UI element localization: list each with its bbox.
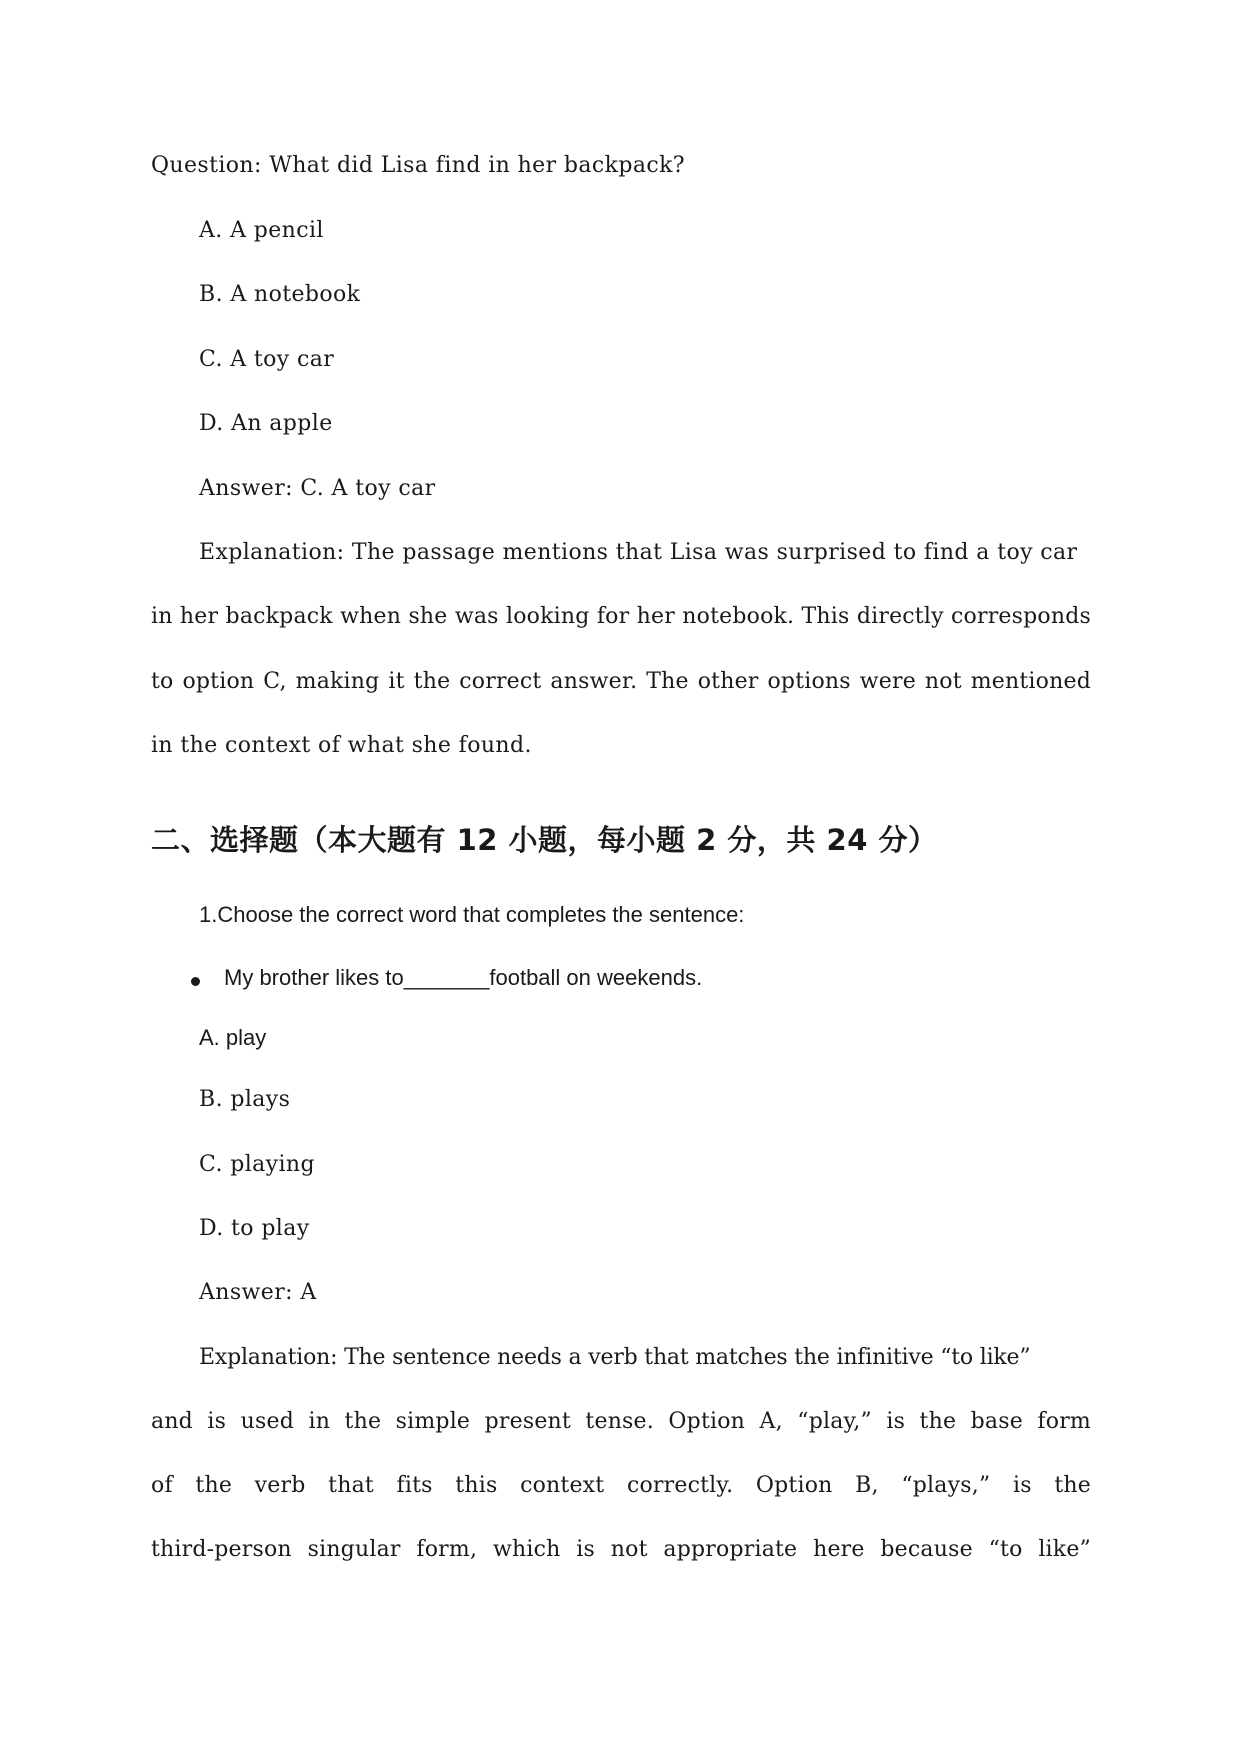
q1-explanation-line-3: of the verb that fits this context correctly. Option B, “plays,” is the: [151, 1473, 1091, 1498]
q1-sentence: My brother likes to_______football on weekends.: [224, 965, 703, 990]
section-heading: 二、选择题（本大题有 12 小题，每小题 2 分，共 24 分）: [151, 823, 938, 857]
explanation-line-1: Explanation: The passage mentions that Lisa was surprised to find a toy car: [199, 540, 1078, 565]
bullet-icon: [191, 977, 200, 986]
q1-prompt: 1.Choose the correct word that completes the sentence:: [199, 902, 745, 927]
option-d: D. An apple: [199, 411, 333, 436]
q1-explanation-line-4: third-person singular form, which is not appropriate here because “to like”: [151, 1537, 1091, 1562]
option-a: A. A pencil: [199, 218, 324, 243]
explanation-line-3: to option C, making it the correct answer. The other options were not mentioned: [151, 669, 1091, 694]
question-text: Question: What did Lisa find in her backpack?: [151, 153, 686, 178]
option-c: C. A toy car: [199, 347, 335, 372]
q1-option-d: D. to play: [199, 1216, 310, 1241]
q1-explanation-line-1: Explanation: The sentence needs a verb that matches the infinitive “to like”: [199, 1345, 1031, 1370]
q1-explanation-line-2: and is used in the simple present tense. Option A, “play,” is the base form: [151, 1409, 1091, 1434]
explanation-line-4: in the context of what she found.: [151, 733, 532, 758]
q1-option-c: C. playing: [199, 1152, 315, 1177]
explanation-line-2: in her backpack when she was looking for her notebook. This directly corresponds: [151, 604, 1091, 629]
q1-option-b: B. plays: [199, 1087, 291, 1112]
q1-answer: Answer: A: [199, 1280, 317, 1305]
option-b: B. A notebook: [199, 282, 361, 307]
q1-option-a: A. play: [199, 1025, 267, 1050]
answer-text: Answer: C. A toy car: [199, 476, 436, 501]
